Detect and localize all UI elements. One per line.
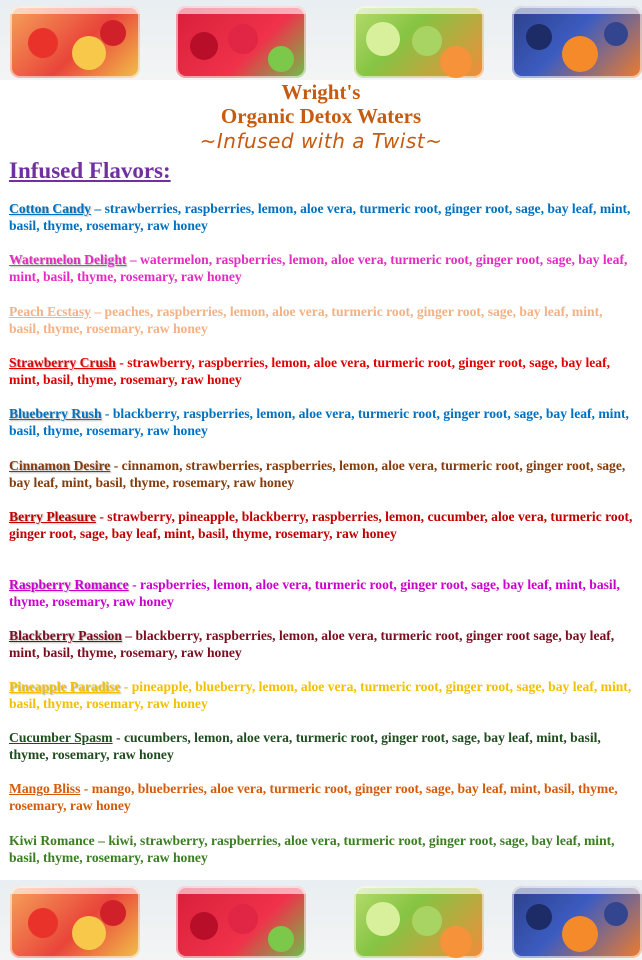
flavor-ingredients: kiwi, strawberry, raspberries, aloe vera, turmeric root, ginger root, sage, bay leaf, mint, basil, thyme, rosemary, raw honey bbox=[9, 833, 615, 865]
flavor-strawberry-crush bbox=[9, 354, 635, 388]
flavor-cotton-candy bbox=[9, 200, 635, 234]
strawberry-jar-image bbox=[10, 6, 140, 78]
flavor-name: Mango Bliss bbox=[9, 781, 81, 796]
flavor-separator: – bbox=[126, 252, 141, 267]
flavor-ingredients: strawberries, raspberries, lemon, aloe vera, turmeric root, ginger root, sage, bay leaf, mint, basil, thyme, rosemary, raw honey bbox=[9, 201, 631, 233]
flavor-raspberry-romance bbox=[9, 576, 635, 610]
flavor-name: Cotton Candy bbox=[9, 201, 91, 216]
tagline: ~Infused with a Twist~ bbox=[199, 129, 443, 153]
flavor-ingredients: strawberry, raspberries, lemon, aloe vera, turmeric root, ginger root, sage, bay leaf, mint, basil, thyme, rosemary, raw honey bbox=[9, 355, 611, 387]
bottom-banner-image bbox=[0, 880, 642, 960]
brand-line-1: Wright's bbox=[281, 80, 361, 104]
flavor-ingredients: cucumbers, lemon, aloe vera, turmeric root, ginger root, sage, bay leaf, mint, basil, thyme, rosemary, raw honey bbox=[9, 730, 601, 762]
flavor-blueberry-rush bbox=[9, 405, 635, 439]
flavor-separator: - bbox=[101, 406, 113, 421]
flavor-name: Berry Pleasure bbox=[9, 509, 96, 524]
brand-line-2: Organic Detox Waters bbox=[220, 104, 422, 128]
flavor-name: Peach Ecstasy bbox=[9, 304, 91, 319]
flavor-separator: - bbox=[115, 355, 128, 370]
flavor-ingredients: peaches, raspberries, lemon, aloe vera, turmeric root, ginger root, sage, bay leaf, mint, basil, thyme, rosemary, raw honey bbox=[9, 304, 603, 336]
flavor-blackberry-passion bbox=[9, 627, 635, 661]
flavor-name: Cucumber Spasm bbox=[9, 730, 113, 745]
flavor-separator: – bbox=[121, 628, 136, 643]
flavor-pineapple-paradise bbox=[9, 678, 635, 712]
cucumber-jar-image bbox=[354, 6, 484, 78]
flavor-kiwi-romance bbox=[9, 832, 635, 866]
flavor-name: Watermelon Delight bbox=[9, 252, 127, 267]
cucumber-jar-image bbox=[354, 886, 484, 958]
flavor-name: Strawberry Crush bbox=[9, 355, 116, 370]
flavor-separator: - bbox=[95, 509, 108, 524]
flavor-berry-pleasure bbox=[9, 508, 635, 542]
flavor-cucumber-spasm bbox=[9, 729, 635, 763]
section-title: Infused Flavors: bbox=[9, 158, 171, 183]
flavor-watermelon-delight bbox=[9, 251, 635, 285]
top-banner-image bbox=[0, 0, 642, 80]
raspberry-jar-image bbox=[176, 886, 306, 958]
blueberry-jar-image bbox=[512, 886, 642, 958]
flavor-name: Raspberry Romance bbox=[9, 577, 129, 592]
flavor-separator: - bbox=[128, 577, 141, 592]
flavor-name: Kiwi Romance bbox=[9, 833, 95, 848]
raspberry-jar-image bbox=[176, 6, 306, 78]
strawberry-jar-image bbox=[10, 886, 140, 958]
flavor-ingredients: blackberry, raspberries, lemon, aloe vera, turmeric root, ginger root, sage, bay leaf, mint, basil, thyme, rosemary, raw honey bbox=[9, 406, 629, 438]
flavor-separator: – bbox=[90, 304, 105, 319]
flavor-ingredients: watermelon, raspberries, lemon, aloe vera, turmeric root, ginger root, sage, bay leaf, mint, basil, thyme, rosemary, raw honey bbox=[9, 252, 628, 284]
flavor-ingredients: strawberry, pineapple, blackberry, raspberries, lemon, cucumber, aloe vera, turmeric root, ginger root, sage, bay leaf, mint, basil, thyme, rosemary, raw honey bbox=[9, 509, 633, 541]
flavor-name: Blueberry Rush bbox=[9, 406, 102, 421]
flavor-ingredients: pineapple, blueberry, lemon, aloe vera, turmeric root, ginger root, sage, bay leaf, mint, basil, thyme, rosemary, raw honey bbox=[9, 679, 632, 711]
flavor-name: Cinnamon Desire bbox=[9, 458, 111, 473]
blueberry-jar-image bbox=[512, 6, 642, 78]
flavor-peach-ecstasy bbox=[9, 303, 635, 337]
flavor-separator: – bbox=[94, 833, 109, 848]
flavor-separator: - bbox=[80, 781, 92, 796]
flavor-separator: – bbox=[90, 201, 105, 216]
flavor-ingredients: cinnamon, strawberries, raspberries, lemon, aloe vera, turmeric root, ginger root, sage, bay leaf, mint, basil, thyme, rosemary, raw honey bbox=[9, 458, 626, 490]
flavor-ingredients: blackberry, raspberries, lemon, aloe vera, turmeric root, ginger root sage, bay leaf, mint, basil, thyme, rosemary, raw honey bbox=[9, 628, 615, 660]
flavor-cinnamon-desire bbox=[9, 457, 635, 491]
flavor-separator: - bbox=[112, 730, 124, 745]
flavor-separator: - bbox=[110, 458, 122, 473]
flavor-name: Pineapple Paradise bbox=[9, 679, 121, 694]
flavor-mango-bliss bbox=[9, 780, 635, 814]
flavor-separator: - bbox=[120, 679, 132, 694]
flavor-ingredients: raspberries, lemon, aloe vera, turmeric root, ginger root, sage, bay leaf, mint, basil, thyme, rosemary, raw honey bbox=[9, 577, 620, 609]
flavor-ingredients: mango, blueberries, aloe vera, turmeric root, ginger root, sage, bay leaf, mint, basil, thyme, rosemary, raw honey bbox=[9, 781, 618, 813]
flavor-name: Blackberry Passion bbox=[9, 628, 122, 643]
